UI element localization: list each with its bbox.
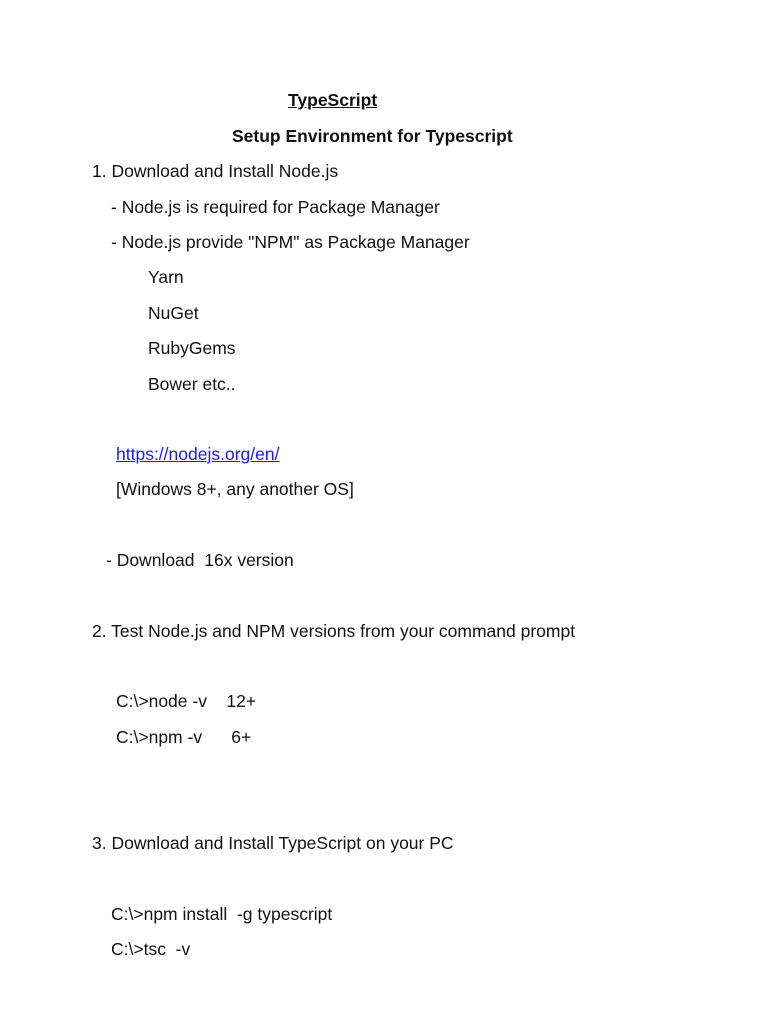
- command-line: C:\>tsc -v: [111, 939, 191, 959]
- package-manager-item: RubyGems: [148, 338, 236, 358]
- step2-heading: 2. Test Node.js and NPM versions from your command prompt: [92, 621, 576, 641]
- document-subtitle: Setup Environment for Typescript: [232, 126, 513, 146]
- package-manager-item: Bower etc..: [148, 374, 236, 394]
- nodejs-link[interactable]: https://nodejs.org/en/: [116, 444, 280, 464]
- step1-bullet: - Node.js provide "NPM" as Package Manager: [111, 232, 470, 252]
- step3-heading: 3. Download and Install TypeScript on your PC: [92, 833, 454, 853]
- command-line: C:\>node -v 12+: [116, 691, 257, 711]
- step1-bullet: - Node.js is required for Package Manager: [111, 197, 440, 217]
- document-title: TypeScript: [288, 90, 378, 110]
- step1-heading: 1. Download and Install Node.js: [92, 161, 339, 181]
- package-manager-item: Yarn: [148, 267, 184, 287]
- download-note: - Download 16x version: [106, 550, 294, 570]
- command-line: C:\>npm install -g typescript: [111, 904, 333, 924]
- command-line: C:\>npm -v 6+: [116, 727, 252, 747]
- os-note: [Windows 8+, any another OS]: [116, 479, 354, 499]
- package-manager-item: NuGet: [148, 303, 199, 323]
